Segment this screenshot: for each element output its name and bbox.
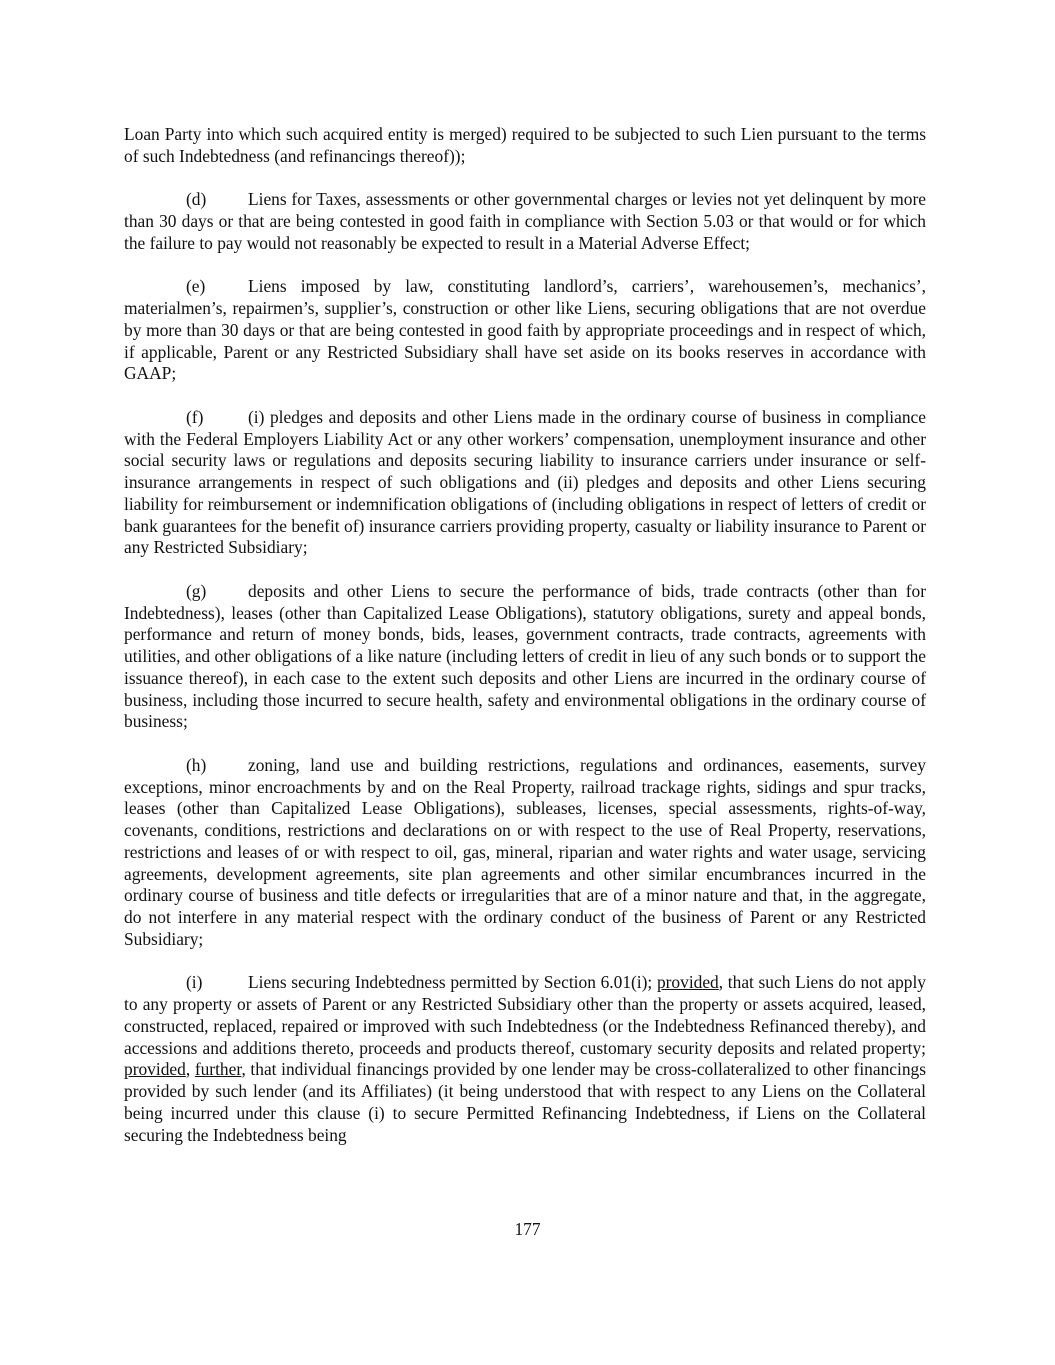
clause-label-d: (d) [186,189,207,210]
document-body [124,124,926,1168]
paragraph-e [124,276,926,385]
provided-further-separator: , [185,1059,195,1080]
paragraph-i-text-part1: Liens securing Indebtedness permitted by Section 6.01(i); [248,972,657,993]
paragraph-f-text: (i) pledges and deposits and other Liens made in the ordinary course of business in compliance with the Federal Employers Liability Act or any other workers’ compensation, unemployment insurance and other social security laws or regulations and deposits securing liability to insurance carriers under insurance or self-insurance arrangements in respect of such obligations and (ii) pledges and deposits and other Liens securing liability for reimbursement or indemnification obligations of (including obligations in respect of letters of credit or bank guarantees for the benefit of) insurance carriers providing property, casualty or liability insurance to Parent or any Restricted Subsidiary; [124,406,926,558]
paragraph-i-text-part2: , that such Liens do not apply to any property or assets of Parent or any Restricted Subsidiary other than the property or assets acquired, leased, constructed, replaced, repaired or improved with such Indebtedness (or the Indebtedness Refinanced thereby), and accessions and additions thereto, proceeds and products thereof, customary security deposits and related property; [124,972,926,1058]
paragraph-f [124,407,926,559]
paragraph-g [124,581,926,733]
clause-label-f: (f) [186,406,204,427]
provided-term-2: provided [124,1059,186,1080]
paragraph-h-text: zoning, land use and building restrictions, regulations and ordinances, easements, survey exceptions, minor encroachments by and on the Real Property, railroad trackage rights, sidings and spur tracks, leases (other than Capitalized Lease Obligations), subleases, licenses, special assessments, rights-of-way, covenants, conditions, restrictions and declarations on or with respect to the use of Real Property, reservations, restrictions and leases of or with respect to oil, gas, mineral, riparian and water rights and water usage, servicing agreements, development agreements, site plan agreements and other similar encumbrances incurred in the ordinary course of business and title defects or irregularities that are of a minor nature and that, in the aggregate, do not interfere in any material respect with the ordinary conduct of the business of Parent or any Restricted Subsidiary; [124,754,926,949]
paragraph-d [124,189,926,254]
paragraph-i-text-part3: , that individual financings provided by one lender may be cross-collateralized to other financings provided by such lender (and its Affiliates) (it being understood that with respect to any Liens on the Collateral being incurred under this clause (i) to secure Permitted Refinancing Indebtedness, if Liens on the Collateral securing the Indebtedness being [124,1059,926,1145]
clause-label-e: (e) [186,276,206,297]
paragraph-h [124,755,926,951]
paragraph-e-text: Liens imposed by law, constituting landlord’s, carriers’, warehousemen’s, mechanics’, materialmen’s, repairmen’s, supplier’s, construction or other like Liens, securing obligations that are not overdue by more than 30 days or that are being contested in good faith by appropriate proceedings and in respect of which, if applicable, Parent or any Restricted Subsidiary shall have set aside on its books reserves in accordance with GAAP; [124,276,926,384]
paragraph-i [124,972,926,1146]
further-term: further [194,1059,242,1080]
provided-term-1: provided [656,972,719,993]
paragraph-intro [124,124,926,168]
page-number: 177 [514,1219,541,1239]
paragraph-intro-text: Loan Party into which such acquired entity is merged) required to be subjected to such Lien pursuant to the terms of such Indebtedness (and refinancings thereof)); [124,124,926,166]
paragraph-d-text: Liens for Taxes, assessments or other governmental charges or levies not yet delinquent by more than 30 days or that are being contested in good faith in compliance with Section 5.03 or that would or for which the failure to pay would not reasonably be expected to result in a Material Adverse Effect; [124,189,926,253]
clause-label-h: (h) [186,754,207,775]
paragraph-g-text: deposits and other Liens to secure the performance of bids, trade contracts (other than for Indebtedness), leases (other than Capitalized Lease Obligations), statutory obligations, surety and appeal bonds, performance and return of money bonds, bids, leases, government contracts, trade contracts, agreements with utilities, and other obligations of a like nature (including letters of credit in lieu of any such bonds or to support the issuance thereof), in each case to the extent such deposits and other Liens are incurred in the ordinary course of business, including those incurred to secure health, safety and environmental obligations in the ordinary course of business; [124,580,926,732]
clause-label-g: (g) [186,580,207,601]
clause-label-i: (i) [186,972,203,993]
